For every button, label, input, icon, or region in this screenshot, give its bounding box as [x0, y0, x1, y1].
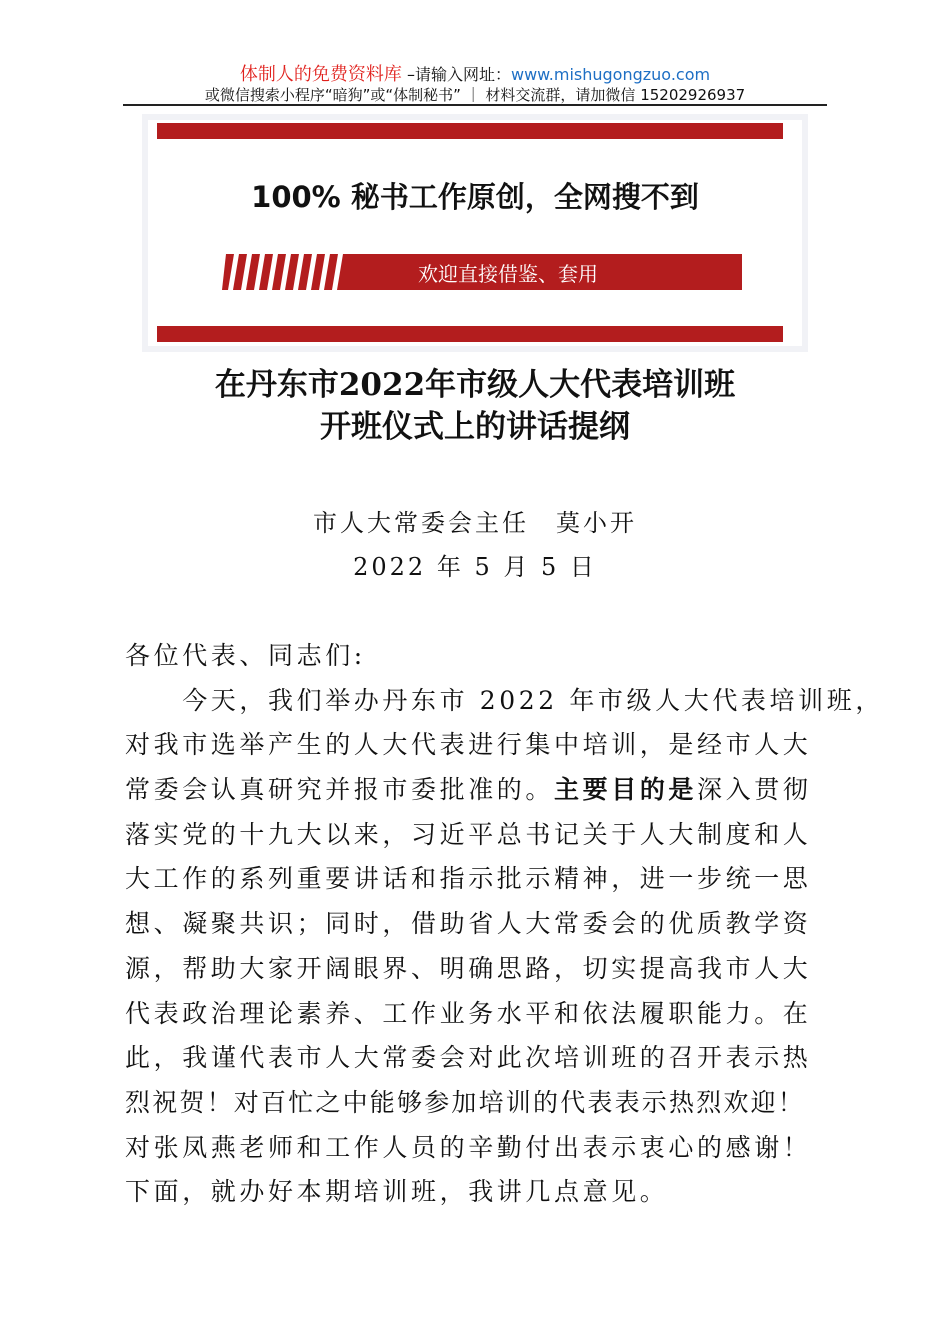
- body-line: 大工作的系列重要讲话和指示批示精神，进一步统一思: [125, 864, 812, 894]
- document-body: [125, 636, 884, 1217]
- body-line: 源，帮助大家开阔眼界、明确思路，切实提高我市人大: [125, 953, 812, 983]
- promo-banner: [142, 114, 808, 352]
- date: 2022 年 5 月 5 日: [353, 553, 597, 581]
- title-line-2: 开班仪式上的讲话提纲: [320, 409, 630, 445]
- banner-tagline: 欢迎直接借鉴、套用: [418, 262, 598, 286]
- site-url-link[interactable]: www.mishugongzuo.com: [511, 65, 711, 84]
- stripes-decoration: [222, 254, 352, 290]
- banner-slogan: 100% 秘书工作原创，全网搜不到: [251, 180, 699, 214]
- title-line-1: 在丹东市2022年市级人大代表培训班: [214, 367, 736, 403]
- banner-bottom-bar: [157, 326, 783, 342]
- site-header: [0, 60, 950, 86]
- body-line: [125, 770, 845, 815]
- body-text: 常委会认真研究并报市委批准的。: [125, 775, 555, 805]
- body-line: 对张凤燕老师和工作人员的辛勤付出表示衷心的感谢！: [125, 1132, 812, 1162]
- salutation: 各位代表、同志们:: [125, 641, 366, 670]
- body-line: 下面，就办好本期培训班，我讲几点意见。: [125, 1177, 669, 1207]
- body-line: 落实党的十九大以来，习近平总书记关于人大制度和人: [125, 819, 812, 849]
- body-line: 代表政治理论素养、工作业务水平和依法履职能力。在: [125, 998, 812, 1028]
- banner-top-bar: [157, 123, 783, 139]
- body-text: 深入贯彻: [697, 775, 812, 805]
- banner-tagline-bar: [222, 254, 742, 290]
- url-prompt: –请输入网址：: [401, 65, 511, 84]
- bold-phrase: 主要目的是: [554, 775, 698, 805]
- header-divider: [123, 104, 827, 106]
- body-line: 今天，我们举办丹东市 2022 年市级人大代表培训班，: [125, 685, 884, 715]
- document-title: [0, 364, 950, 448]
- body-line: 烈祝贺！对百忙之中能够参加培训的代表表示热烈欢迎！: [125, 1087, 806, 1117]
- body-line: 此，我谨代表市人大常委会对此次培训班的召开表示热: [125, 1043, 812, 1073]
- body-line: 对我市选举产生的人大代表进行集中培训，是经市人大: [125, 730, 812, 760]
- site-name: 体制人的免费资料库: [239, 64, 402, 85]
- body-line: 想、凝聚共识；同时，借助省人大常委会的优质教学资: [125, 909, 812, 939]
- header-contact: 或微信搜索小程序“暗狗”或“体制秘书” ｜ 材料交流群，请加微信 15202926937: [204, 86, 746, 104]
- author: 市人大常委会主任 莫小开: [313, 509, 637, 537]
